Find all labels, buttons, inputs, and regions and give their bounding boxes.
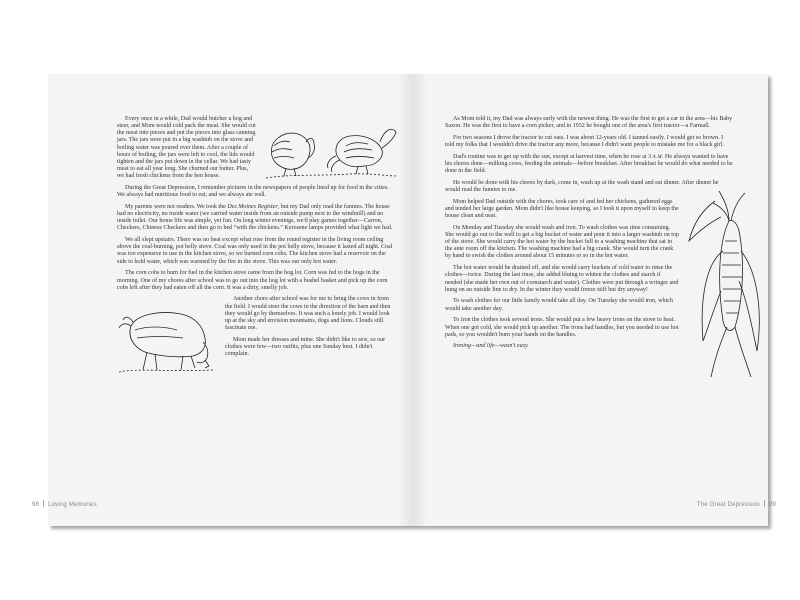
page-number: 99 (768, 502, 776, 508)
folio-divider (43, 500, 44, 507)
text-run: , but my Dad only read the funnies. The house had no electricity, no inside water (we carried water inside from an outside pump next to the windmill) and no inside toilet. Our home life was simple, yet fun. On long winter evenings, we'd play games together—Carron, Checkers, Chinese Checkers and then go to bed “with the chickens.” Kerosene lamps provided what light we had. (117, 203, 393, 232)
pig-illustration (117, 300, 215, 378)
left-paragraph: Mom made her dresses and mine. She didn't like to sew, so our clothes were few—two outfits, plus one Sunday best. I didn't complain. (225, 336, 386, 358)
newspaper-title: Des Moines Register (227, 203, 278, 210)
right-folio (697, 500, 776, 508)
left-paragraph (117, 204, 396, 233)
left-paragraph: We all slept upstairs. There was no heat except what rose from the round register in the living room ceiling above the coal-burning, pot belly stove. Coal was only used in the pot belly stove, because it lasted all night. Coal was too expensive to use in the kitchen stove, so we burned corn cobs. The kitchen stove had a reservoir on the side to hold water, which was warmed by the fire in the stove. This was our only hot water. (117, 237, 393, 265)
left-page (32, 74, 403, 526)
left-folio (32, 500, 97, 508)
right-paragraph: To iron the clothes took several irons. She would put a few heavy irons on the stove to heat. When one got cold, she would pick up another. The irons had handles, but you needed to use hot pads, so you wouldn't burn your hands on the handles. (445, 317, 679, 338)
left-paragraph: The corn cobs to burn for fuel in the kitchen stove came from the hog lot. Corn was fed to the hogs in the morning. One of my chores after school was to go out into the hog lot with a bushel basket and pick up the corn cobs left after they had eaten off all the corn. It was a dirty, smelly job. (117, 270, 388, 291)
text-run: Dad's routine was to get up with the sun, except at harvest time, when he rose at 3 (453, 153, 653, 160)
right-paragraph: On Monday and Tuesday she would wash and iron. To wash clothes was time consuming. She would go out to the well to get a big bucket of water and pour it into a larger washtub on top of the stove. She would carry the hot water by the bucket full to a washing machine that sat in the ante room off the kitchen. The washing machine had a big crank. She would turn the crank by hand to swish the clothes around about 15 minutes or so in the hot water. (445, 224, 679, 260)
closing-line: Ironing—and life—wasn't easy. (453, 343, 529, 350)
right-paragraph: He would be done with his chores by dark, come in, wash up at the wash stand and eat dinner. After dinner he would read the funnies to me. (445, 179, 719, 194)
left-paragraph: Another chore after school was for me to bring the cows in from the field. I would steer the cows in the direction of the barn and then they would go by themselves. It was such a lonely job. I would look up at the sky and envision mountains, dogs and lions. Clouds still fascinate me. (225, 296, 391, 332)
right-page (413, 74, 776, 526)
right-paragraph: For two seasons I drove the tractor to cut oats. I was about 12-years old. I tanned easily. I would get so brown. I told my folks that I wouldn't drive the tractor any more, because I didn't want people to mistake me for a black girl. (445, 134, 724, 149)
right-paragraph: To wash clothes for our little family would take all day. On Tuesday she would iron, which would take another day. (445, 298, 673, 312)
right-paragraph (445, 154, 733, 175)
right-paragraph: The hot water would be drained off, and she would carry buckets of cold water to rinse the clothes—twice. During the last rinse, she added bluing to whiten the clothes and starch if needed (she made her own out of cornstarch and water). Clothes were put through a wringer and hung on an outside line to dry. In the winter they would freeze stiff but dry anyway! (445, 265, 679, 293)
right-page-text (445, 116, 733, 383)
book-spread (32, 74, 776, 526)
chickens-illustration (260, 116, 400, 182)
text-run: He always wanted to have his chores done—milking cows, feeding the animals—before breakfast. After breakfast he would do what needed to be done in the field. (445, 153, 733, 175)
corn-illustration (685, 181, 773, 381)
left-page-text (117, 116, 396, 380)
left-paragraph: Every once in a while, Dad would butcher a hog and steer, and Mom would cold pack the meat. She would cut the meat into pieces and put the pieces into glass canning jars. The jars were put in a big washtub on the stove and boiling water was poured over them. After a couple of hours of boiling, the jars were left to cool, the lids would tighten and the jars put down in the cellar. We had tasty meat to eat all year long. She churned our butter. Plus, we had fresh chickens from the hen house. (117, 116, 256, 180)
running-head: Loving Memories (48, 502, 97, 508)
text-run: My parents were not readers. We took the (125, 203, 228, 210)
right-paragraph: Mom helped Dad outside with the chores, took care of and fed her chickens, gathered eggs and tended her large garden. Mom didn't like house keeping, so I took it upon myself to keep the house clean and neat. (445, 198, 679, 220)
right-paragraph: As Mom told it, my Dad was always early with the newest thing. He was the first to get a car in the area—his Baby Saxon. He was the first to have a corn picker, and in 1932 he bought one of the area's first tractor—a Farmall. (445, 116, 733, 130)
time-abbrev: A.M. (652, 154, 664, 160)
folio-divider (764, 500, 765, 507)
left-paragraph: During the Great Depression, I remember pictures in the newspapers of people lined up for food in the cities. We always had nutritious food to eat, and we always ate well. (117, 185, 389, 199)
page-number: 98 (32, 502, 40, 508)
running-head: The Great Depression (696, 502, 760, 508)
